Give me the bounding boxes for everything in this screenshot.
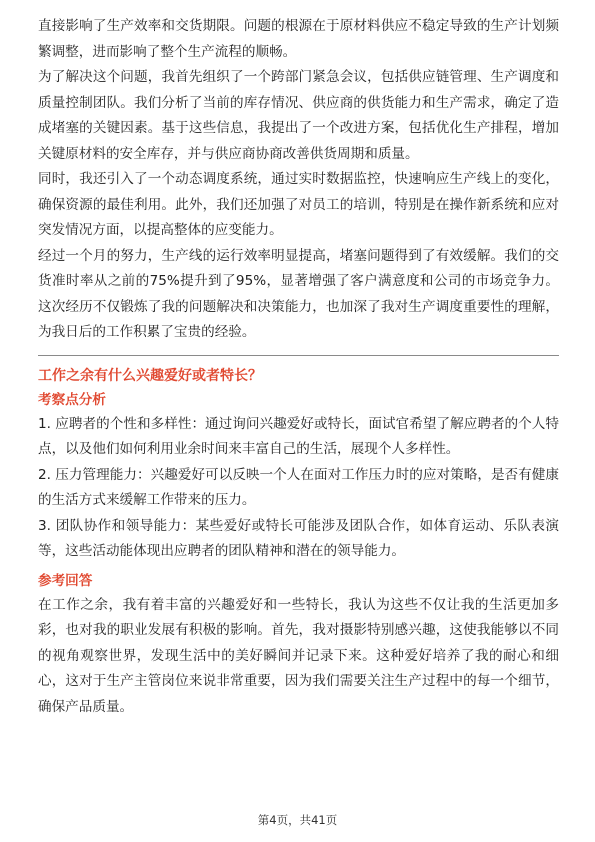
previous-answer-paragraph-2: 为了解决这个问题，我首先组织了一个跨部门紧急会议，包括供应链管理、生产调度和质量控制团队。我们分析了当前的库存情况、供应商的供货能力和生产需求，确定了造成堵塞的关键因素。基于这些信息，我提出了一个改进方案，包括优化生产排程，增加关键原材料的安全库存，并与供应商协商改善供货周期和质量。 bbox=[38, 69, 559, 162]
analysis-heading: 考察点分析 bbox=[38, 391, 106, 408]
previous-answer-paragraph-4: 经过一个月的努力，生产线的运行效率明显提高，堵塞问题得到了有效缓解。我们的交货准时率从之前的75%提升到了95%，显著增强了客户满意度和公司的市场竞争力。这次经历不仅锻炼了我的问题解决和决策能力，也加深了我对生产调度重要性的理解，为我日后的工作积累了宝贵的经验。 bbox=[38, 247, 559, 340]
analysis-item-1: 1. 应聘者的个性和多样性：通过询问兴趣爱好或特长，面试官希望了解应聘者的个人特点，以及他们如何利用业余时间来丰富自己的生活，展现个人多样性。 bbox=[38, 415, 559, 457]
analysis-item-3: 3. 团队协作和领导能力：某些爱好或特长可能涉及团队合作，如体育运动、乐队表演等，这些活动能体现出应聘者的团队精神和潜在的领导能力。 bbox=[38, 517, 559, 559]
reference-paragraph-1: 在工作之余，我有着丰富的兴趣爱好和一些特长，我认为这些不仅让我的生活更加多彩，也对我的职业发展有积极的影响。首先，我对摄影特别感兴趣，这使我能够以不同的视角观察世界，发现生活中的美好瞬间并记录下来。这种爱好培养了我的耐心和细心，这对于生产主管岗位来说非常重要，因为我们需要关注生产过程中的每一个细节，确保产品质量。 bbox=[38, 596, 559, 715]
document-page bbox=[38, 14, 559, 720]
reference-heading: 参考回答 bbox=[38, 572, 93, 589]
page-footer: 第4页，共41页 bbox=[257, 813, 338, 827]
section-divider bbox=[38, 355, 559, 356]
analysis-item-2: 2. 压力管理能力：兴趣爱好可以反映一个人在面对工作压力时的应对策略，是否有健康的生活方式来缓解工作带来的压力。 bbox=[38, 466, 559, 508]
question-title: 工作之余有什么兴趣爱好或者特长？ bbox=[38, 367, 262, 384]
previous-answer-paragraph-1: 直接影响了生产效率和交货期限。问题的根源在于原材料供应不稳定导致的生产计划频繁调整，进而影响了整个生产流程的顺畅。 bbox=[38, 18, 559, 60]
previous-answer-paragraph-3: 同时，我还引入了一个动态调度系统，通过实时数据监控，快速响应生产线上的变化，确保资源的最佳利用。此外，我们还加强了对员工的培训，特别是在操作新系统和应对突发情况方面，以提高整体的应变能力。 bbox=[38, 171, 559, 238]
